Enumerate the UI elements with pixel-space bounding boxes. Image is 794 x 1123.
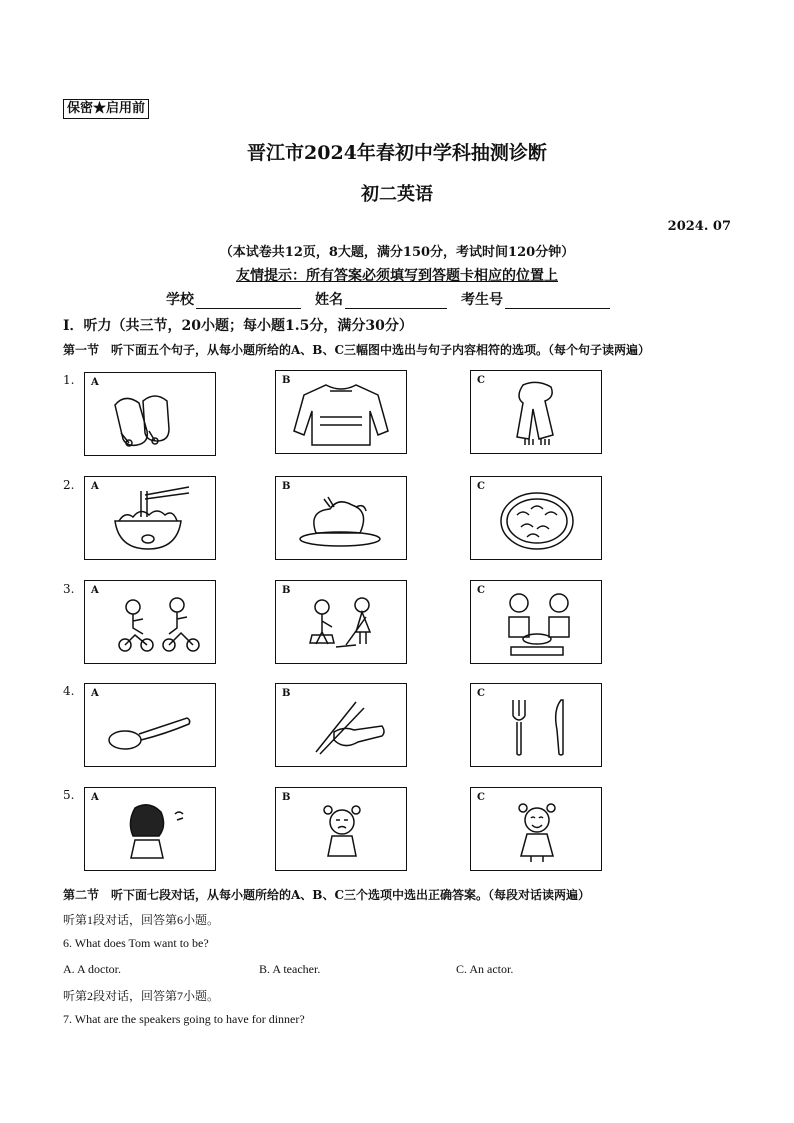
question-6: 6. What does Tom want to be? bbox=[63, 936, 209, 950]
option-letter: A bbox=[91, 792, 99, 803]
option-letter: B bbox=[282, 585, 291, 596]
dialog6-intro: 听第1段对话，回答第6小题。 bbox=[63, 913, 220, 927]
option-box[interactable] bbox=[275, 683, 407, 767]
student-fields bbox=[166, 289, 610, 309]
q6-option-c[interactable]: C. An actor. bbox=[456, 962, 514, 976]
happy-girl-icon bbox=[471, 788, 601, 870]
option-letter: C bbox=[477, 481, 485, 492]
question-number: 4. bbox=[63, 684, 75, 698]
part2-instructions: 第二节 听下面七段对话，从每小题所给的A、B、C三个选项中选出正确答案。（每段对话读两遍） bbox=[63, 888, 591, 902]
q6-option-a[interactable]: A. A doctor. bbox=[63, 962, 122, 976]
kids-cycling-icon bbox=[85, 581, 215, 663]
option-letter: C bbox=[477, 585, 485, 596]
option-box[interactable] bbox=[470, 580, 602, 664]
scarf-icon bbox=[471, 371, 601, 453]
option-box[interactable] bbox=[84, 476, 216, 560]
option-letter: B bbox=[282, 375, 291, 386]
reminder: 友情提示：所有答案必须填写到答题卡相应的位置上 bbox=[236, 268, 558, 284]
section-heading: Ⅰ．听力（共三节，20小题；每小题1.5分，满分30分） bbox=[63, 318, 413, 334]
option-letter: A bbox=[91, 688, 99, 699]
sad-girl-icon bbox=[85, 788, 215, 870]
exam-info: （本试卷共12页，8大题，满分150分，考试时间120分钟） bbox=[219, 245, 575, 260]
fork-knife-icon bbox=[471, 684, 601, 766]
option-box[interactable] bbox=[275, 476, 407, 560]
sweater-icon bbox=[276, 371, 406, 453]
name-blank[interactable] bbox=[345, 294, 447, 309]
subject-title: 初二英语 bbox=[361, 184, 433, 205]
question-7: 7. What are the speakers going to have for dinner? bbox=[63, 1012, 305, 1026]
option-letter: C bbox=[477, 375, 485, 386]
option-box[interactable] bbox=[84, 787, 216, 871]
option-letter: A bbox=[91, 585, 99, 596]
option-box[interactable] bbox=[275, 370, 407, 454]
name-label: 姓名 bbox=[315, 292, 343, 308]
question-number: 1. bbox=[63, 373, 75, 387]
roast-chicken-icon bbox=[276, 477, 406, 559]
option-box[interactable] bbox=[275, 787, 407, 871]
question-number: 2. bbox=[63, 478, 75, 492]
student-id-label: 考生号 bbox=[461, 292, 503, 308]
school-field[interactable] bbox=[166, 289, 301, 309]
option-box[interactable] bbox=[84, 580, 216, 664]
question-number: 5. bbox=[63, 788, 75, 802]
student-id-field[interactable] bbox=[461, 289, 610, 309]
school-label: 学校 bbox=[166, 292, 194, 308]
option-box[interactable] bbox=[84, 683, 216, 767]
option-letter: C bbox=[477, 688, 485, 699]
option-box[interactable] bbox=[470, 370, 602, 454]
noodles-bowl-icon bbox=[85, 477, 215, 559]
q6-option-b[interactable]: B. A teacher. bbox=[259, 962, 321, 976]
dialog7-intro: 听第2段对话，回答第7小题。 bbox=[63, 989, 220, 1003]
option-letter: B bbox=[282, 688, 291, 699]
option-letter: A bbox=[91, 481, 99, 492]
crying-girl-icon bbox=[276, 788, 406, 870]
confidential-stamp: 保密★启用前 bbox=[63, 99, 149, 119]
option-letter: C bbox=[477, 792, 485, 803]
student-id-blank[interactable] bbox=[505, 294, 610, 309]
option-box[interactable] bbox=[470, 683, 602, 767]
option-letter: B bbox=[282, 792, 291, 803]
question-number: 3. bbox=[63, 582, 75, 596]
kids-sweeping-icon bbox=[276, 581, 406, 663]
dumplings-plate-icon bbox=[471, 477, 601, 559]
school-blank[interactable] bbox=[196, 294, 301, 309]
name-field[interactable] bbox=[315, 289, 447, 309]
option-letter: A bbox=[91, 377, 99, 388]
option-letter: B bbox=[282, 481, 291, 492]
option-box[interactable] bbox=[470, 476, 602, 560]
mittens-icon bbox=[85, 373, 215, 455]
option-box[interactable] bbox=[470, 787, 602, 871]
part1-instructions: 第一节 听下面五个句子，从每小题所给的A、B、C三幅图中选出与句子内容相符的选项。（每个句子读两遍） bbox=[63, 343, 651, 357]
option-box[interactable] bbox=[84, 372, 216, 456]
exam-date: 2024. 07 bbox=[667, 219, 731, 234]
option-box[interactable] bbox=[275, 580, 407, 664]
exam-title: 晋江市2024年春初中学科抽测诊断 bbox=[247, 142, 547, 164]
chopsticks-icon bbox=[276, 684, 406, 766]
kids-cooking-icon bbox=[471, 581, 601, 663]
spoon-icon bbox=[85, 684, 215, 766]
